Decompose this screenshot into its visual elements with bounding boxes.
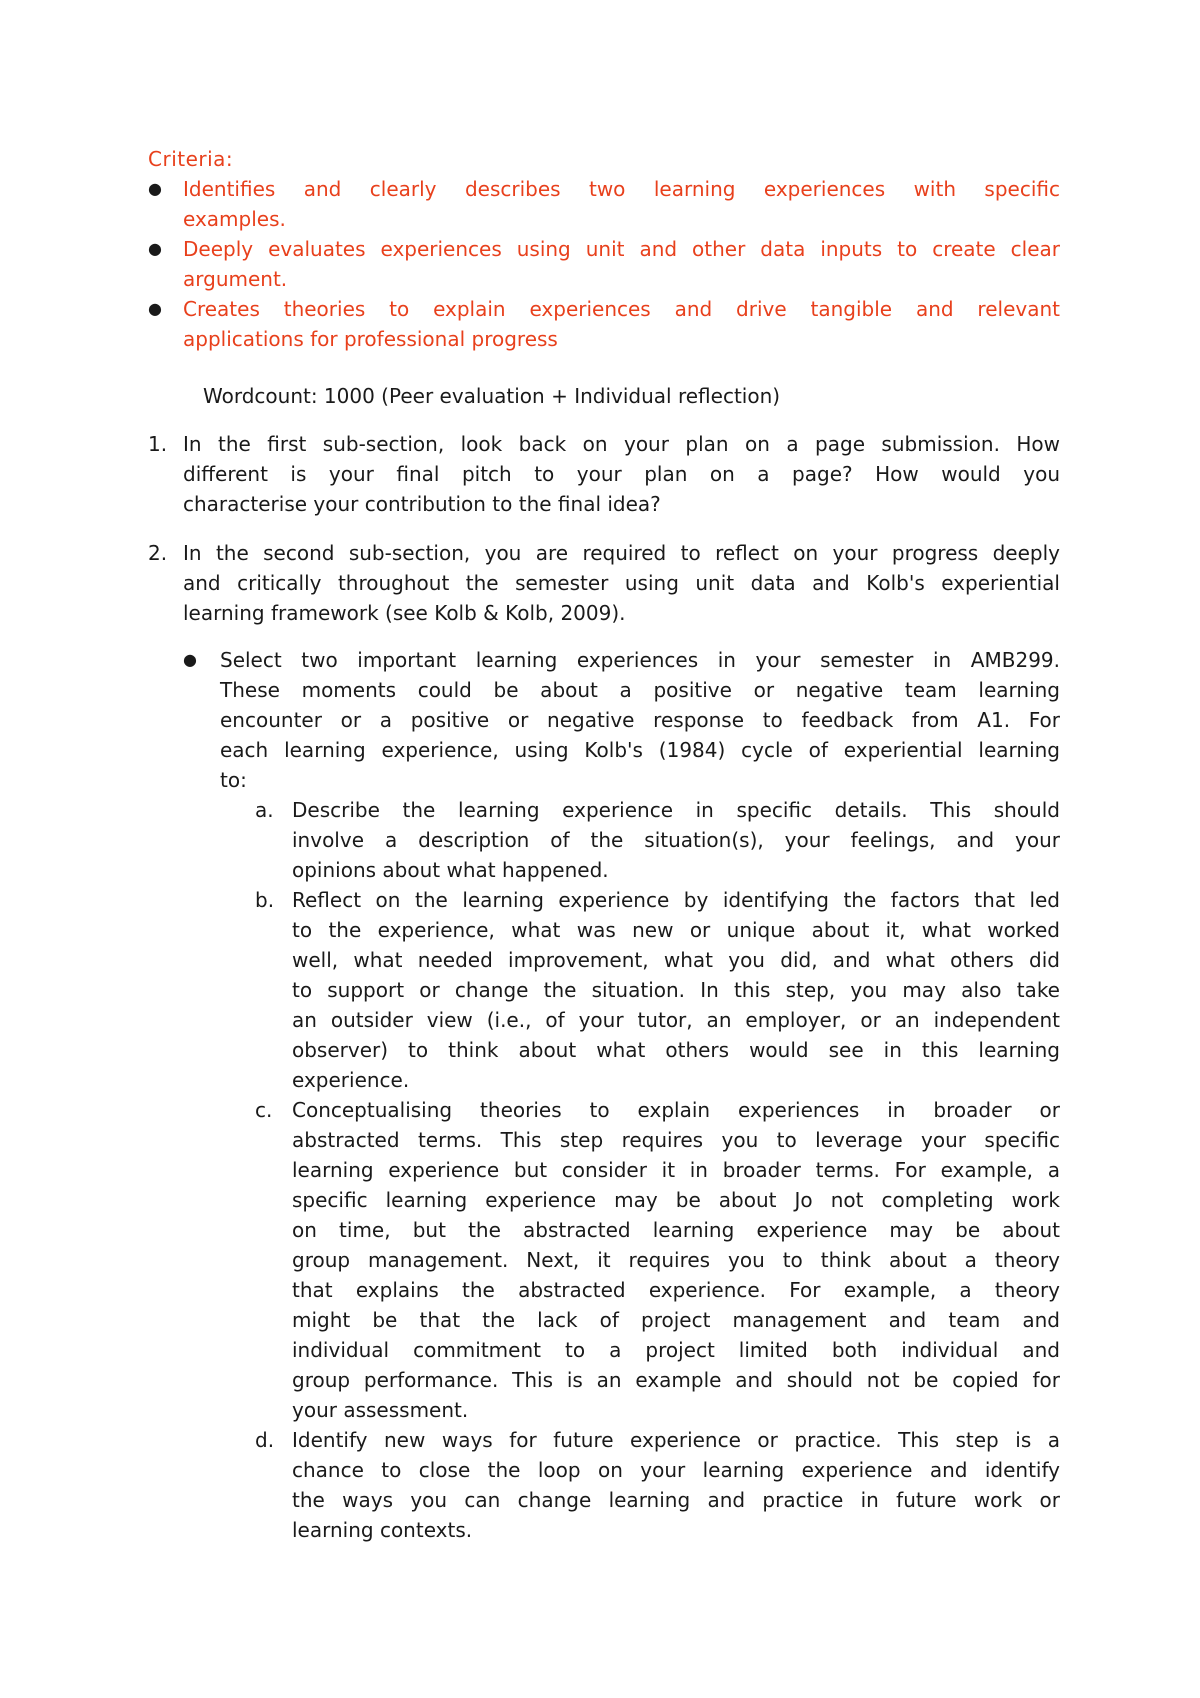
criteria-item <box>148 294 1060 354</box>
text-line: learning contexts. <box>292 1518 473 1542</box>
list-letter: d. <box>255 1428 275 1452</box>
text-line: an outsider view (i.e., of your tutor, an employer, or an independent <box>292 1008 1060 1032</box>
text-line: Reflect on the learning experience by identifying the factors that led <box>292 888 1060 912</box>
list-letter: a. <box>255 798 274 822</box>
text-line: that explains the abstracted experience. For example, a theory <box>292 1278 1060 1302</box>
task-bullet-item <box>183 645 1060 795</box>
text-line: Identify new ways for future experience or practice. This step is a <box>292 1428 1060 1452</box>
kolb-steps-list <box>255 795 1060 1545</box>
text-line: different is your final pitch to your plan on a page? How would you <box>183 462 1060 486</box>
list-letter: b. <box>255 888 275 912</box>
text-line: Select two important learning experiences in your semester in AMB299. <box>220 648 1060 672</box>
text-line: observer) to think about what others would see in this learning <box>292 1038 1060 1062</box>
text-line: characterise your contribution to the final idea? <box>183 492 661 516</box>
text-line: the ways you can change learning and practice in future work or <box>292 1488 1060 1512</box>
text-line: involve a description of the situation(s), your feelings, and your <box>292 828 1060 852</box>
text-line: chance to close the loop on your learning experience and identify <box>292 1458 1060 1482</box>
step-item-b <box>255 885 1060 1095</box>
step-item-d <box>255 1425 1060 1545</box>
text-line: encounter or a positive or negative response to feedback from A1. For <box>220 708 1060 732</box>
text-line: your assessment. <box>292 1398 469 1422</box>
text-line: opinions about what happened. <box>292 858 609 882</box>
list-letter: c. <box>255 1098 273 1122</box>
text-line: Describe the learning experience in specific details. This should <box>292 798 1060 822</box>
text-line: individual commitment to a project limited both individual and <box>292 1338 1060 1362</box>
text-line: These moments could be about a positive or negative team learning <box>220 678 1060 702</box>
bullet-icon: ● <box>183 650 197 669</box>
text-line: group management. Next, it requires you to think about a theory <box>292 1248 1060 1272</box>
bullet-icon: ● <box>148 239 162 258</box>
bullet-icon: ● <box>148 299 162 318</box>
text-line: to the experience, what was new or unique about it, what worked <box>292 918 1060 942</box>
question-item-2 <box>148 538 1060 628</box>
step-item-c <box>255 1095 1060 1425</box>
text-line: learning framework (see Kolb & Kolb, 2009). <box>183 601 626 625</box>
text-line: experience. <box>292 1068 410 1092</box>
bullet-icon: ● <box>148 179 162 198</box>
text-line: well, what needed improvement, what you did, and what others did <box>292 948 1060 972</box>
list-number: 2. <box>148 541 168 565</box>
wordcount-text: Wordcount: 1000 (Peer evaluation + Individual reflection) <box>203 384 781 408</box>
question-item-1 <box>148 429 1060 519</box>
text-line: to: <box>220 768 247 792</box>
text-line: learning experience but consider it in broader terms. For example, a <box>292 1158 1060 1182</box>
text-line: argument. <box>183 267 288 291</box>
criteria-item <box>148 234 1060 294</box>
text-line: Identifies and clearly describes two learning experiences with specific <box>183 177 1060 201</box>
criteria-item <box>148 174 1060 234</box>
text-line: and critically throughout the semester using unit data and Kolb's experiential <box>183 571 1060 595</box>
criteria-list <box>148 174 1060 354</box>
text-line: abstracted terms. This step requires you to leverage your specific <box>292 1128 1060 1152</box>
text-line: might be that the lack of project management and team and <box>292 1308 1060 1332</box>
text-line: to support or change the situation. In this step, you may also take <box>292 978 1060 1002</box>
text-line: each learning experience, using Kolb's (1984) cycle of experiential learning <box>220 738 1060 762</box>
text-line: In the second sub-section, you are required to reflect on your progress deeply <box>183 541 1060 565</box>
text-line: specific learning experience may be about Jo not completing work <box>292 1188 1060 1212</box>
step-item-a <box>255 795 1060 885</box>
text-line: group performance. This is an example and should not be copied for <box>292 1368 1060 1392</box>
text-line: Deeply evaluates experiences using unit and other data inputs to create clear <box>183 237 1060 261</box>
text-line: Conceptualising theories to explain experiences in broader or <box>292 1098 1060 1122</box>
text-line: Creates theories to explain experiences and drive tangible and relevant <box>183 297 1060 321</box>
text-line: on time, but the abstracted learning experience may be about <box>292 1218 1060 1242</box>
criteria-heading: Criteria: <box>148 147 234 171</box>
list-number: 1. <box>148 432 168 456</box>
text-line: applications for professional progress <box>183 327 558 351</box>
text-line: examples. <box>183 207 286 231</box>
text-line: In the first sub-section, look back on your plan on a page submission. How <box>183 432 1060 456</box>
